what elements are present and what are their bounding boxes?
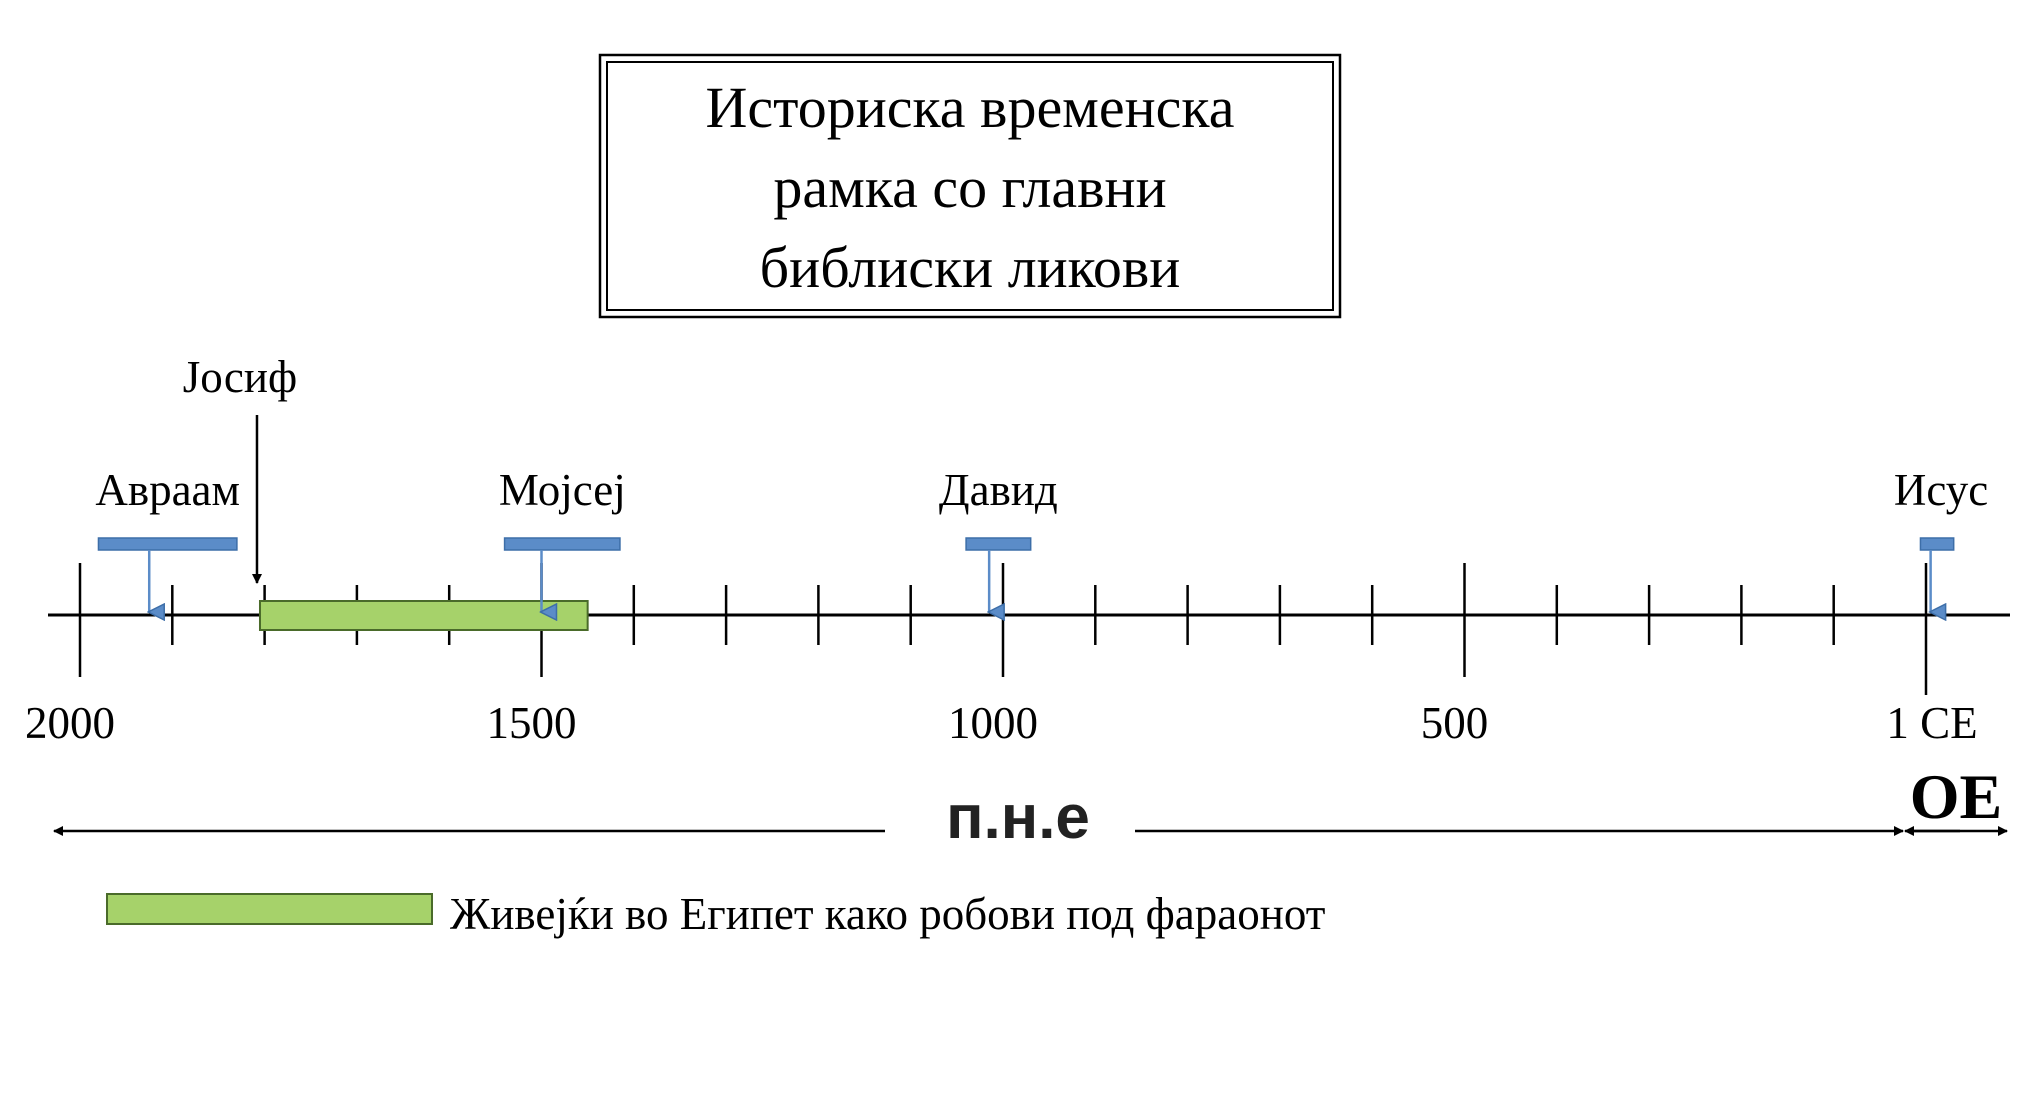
- figure-4-label: Исус: [1893, 465, 1989, 515]
- year-label: 1500: [486, 698, 577, 748]
- bce-label: п.н.е: [946, 783, 1090, 852]
- title-line-1: Историска временска: [705, 75, 1235, 140]
- title-line-3: библиски ликови: [759, 235, 1181, 300]
- figure-4-lifespan-bar: [1920, 538, 1953, 550]
- figures-layer: [95, 465, 1988, 612]
- figure-2-lifespan-bar: [505, 538, 620, 550]
- legend: [107, 889, 1325, 939]
- joseph-label: Јосиф: [182, 352, 298, 402]
- legend-swatch: [107, 894, 432, 924]
- title-box: [600, 55, 1340, 317]
- figure-2-label: Мојсеј: [498, 465, 626, 515]
- figure-3-lifespan-bar: [966, 538, 1031, 550]
- figure-1-label: Авраам: [95, 465, 241, 515]
- figure-3-label: Давид: [938, 465, 1058, 515]
- legend-label: Живејќи во Египет како робови под фараонот: [450, 889, 1326, 939]
- year-label: 1000: [948, 698, 1038, 748]
- year-label: 500: [1420, 698, 1489, 748]
- title-line-2: рамка со главни: [773, 155, 1167, 220]
- year-label: 2000: [25, 698, 115, 748]
- figure-1-lifespan-bar: [98, 538, 236, 550]
- egypt-slavery-period-bar: [260, 601, 588, 630]
- ce-label: OE: [1909, 761, 2003, 832]
- axis-year-labels: [25, 698, 1978, 748]
- year-label: 1 CE: [1886, 698, 1978, 748]
